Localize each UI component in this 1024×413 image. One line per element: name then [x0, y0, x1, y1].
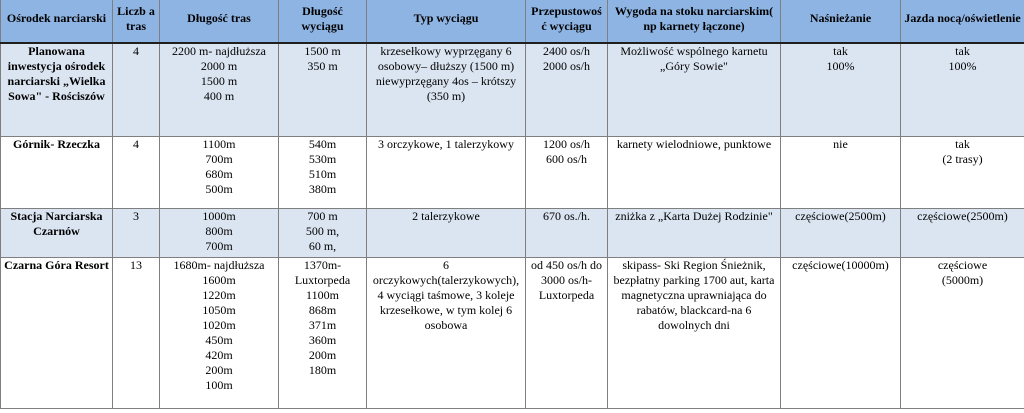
route-length: 1680m- najdłuższa	[173, 258, 265, 272]
route-length: 700m	[205, 152, 233, 166]
table-row	[1, 43, 1024, 137]
lift-length: 540m	[308, 137, 337, 151]
lift-length: 371m	[308, 318, 337, 332]
route-lengths-cell	[160, 258, 279, 409]
comfort-cell: skipass- Ski Region Śnieżnik, bezpłatny parking 1700 aut, karta magnetyczna uprawniająca do rabatów, blackcard-na 6 dowolnych dni	[608, 258, 781, 409]
snowmaking-value: częściowe(2500m)	[795, 209, 886, 223]
snowmaking-cell	[781, 43, 901, 137]
night-skiing-cell	[901, 209, 1024, 258]
capacity-value: od 450 os/h do 3000 os/h- Luxtorpeda	[530, 258, 602, 302]
route-length: 200m	[205, 363, 233, 377]
route-length: 420m	[205, 348, 233, 362]
capacity-cell	[526, 137, 608, 209]
lift-length: 868m	[308, 303, 337, 317]
night-skiing-value: tak	[955, 137, 970, 151]
table-row	[1, 258, 1024, 409]
lift-length: 1500 m	[304, 44, 341, 58]
lift-length: 510m	[308, 167, 337, 181]
capacity-cell	[526, 43, 608, 137]
night-skiing-cell	[901, 43, 1024, 137]
lift-type-cell: 2 talerzykowe	[367, 209, 526, 258]
night-skiing-value: częściowe	[937, 258, 988, 272]
table-row	[1, 137, 1024, 209]
lift-length: 180m	[308, 363, 337, 377]
capacity-value: 2400 os/h	[542, 44, 590, 58]
resort-name-cell: Czarna Góra Resort	[1, 258, 113, 409]
route-length: 1600m	[202, 273, 236, 287]
lift-type-cell: 3 orczykowe, 1 talerzykowy	[367, 137, 526, 209]
route-length: 1050m	[202, 303, 236, 317]
route-length: 1500 m	[200, 74, 238, 88]
lift-lengths-cell	[279, 137, 367, 209]
lift-length: 1370m- Luxtorpeda	[294, 258, 351, 287]
route-length: 1100m	[202, 137, 236, 151]
capacity-value: 670 os./h.	[542, 209, 590, 223]
snowmaking-cell	[781, 137, 901, 209]
night-skiing-value: (5000m)	[941, 273, 984, 287]
comfort-cell: karnety wielodniowe, punktowe	[608, 137, 781, 209]
header-cell-route-count: Liczb a tras	[113, 0, 160, 43]
route-count-cell: 3	[113, 209, 160, 258]
header-cell-lift-length: Długość wyciągu	[279, 0, 367, 43]
route-count-cell: 13	[113, 258, 160, 409]
night-skiing-value: 100%	[948, 59, 977, 73]
route-lengths-cell	[160, 137, 279, 209]
route-length: 680m	[205, 167, 233, 181]
resort-name-cell: Planowana inwestycja ośrodek narciarski „Wielka Sowa" - Rościszów	[1, 43, 113, 137]
lift-length: 360m	[308, 333, 337, 347]
route-length: 100m	[205, 378, 233, 392]
route-length: 1220m	[202, 288, 236, 302]
snowmaking-cell	[781, 258, 901, 409]
route-length: 2000 m	[200, 59, 238, 73]
snowmaking-value: częściowe(10000m)	[792, 258, 889, 272]
lift-length: 60 m,	[308, 239, 337, 253]
header-cell-route-length: Długość tras	[160, 0, 279, 43]
night-skiing-value: tak	[955, 44, 970, 58]
route-lengths-cell	[160, 209, 279, 258]
lift-lengths-cell	[279, 43, 367, 137]
lift-type-cell: 6 orczykowych(talerzykowych), 4 wyciągi taśmowe, 3 koleje krzesełkowe, w tym kolej 6 osobowa	[367, 258, 526, 409]
snowmaking-value: nie	[833, 137, 848, 151]
lift-lengths-cell	[279, 258, 367, 409]
header-cell-comfort: Wygoda na stoku narciarskim( np karnety łączone)	[608, 0, 781, 43]
comfort-cell: zniżka z „Karta Dużej Rodzinie"	[608, 209, 781, 258]
night-skiing-value: (2 trasy)	[942, 152, 983, 166]
route-length: 500m	[205, 182, 233, 196]
table-row	[1, 209, 1024, 258]
route-length: 700m	[205, 239, 233, 253]
snowmaking-cell	[781, 209, 901, 258]
lift-lengths-cell	[279, 209, 367, 258]
snowmaking-value: tak	[833, 44, 848, 58]
capacity-value: 2000 os/h	[542, 59, 590, 73]
route-length: 450m	[205, 333, 233, 347]
route-count-cell: 4	[113, 43, 160, 137]
header-cell-resort: Ośrodek narciarski	[1, 0, 113, 43]
night-skiing-cell	[901, 258, 1024, 409]
lift-length: 380m	[308, 182, 337, 196]
lift-length: 1100m	[306, 288, 339, 302]
header-cell-lift-type: Typ wyciągu	[367, 0, 526, 43]
night-skiing-cell	[901, 137, 1024, 209]
night-skiing-value: częściowe(2500m)	[917, 209, 1008, 223]
lift-length: 350 m	[307, 59, 338, 73]
lift-length: 530m	[308, 152, 337, 166]
capacity-cell	[526, 258, 608, 409]
comfort-cell: Możliwość wspólnego karnetu „Góry Sowie"	[608, 43, 781, 137]
lift-type-cell: krzesełkowy wyprzęgany 6 osobowy– dłuższy (1500 m) niewyprzęgany 4os – krótszy (350 m)	[367, 43, 526, 137]
header-cell-night-skiing: Jazda nocą/oświetlenie	[901, 0, 1024, 43]
route-length: 1000m	[202, 209, 236, 223]
route-lengths-cell	[160, 43, 279, 137]
header-row	[1, 0, 1024, 43]
lift-length: 500 m,	[305, 224, 340, 238]
header-cell-capacity: Przepustowoś ć wyciągu	[526, 0, 608, 43]
route-length: 1020m	[202, 318, 236, 332]
capacity-value: 600 os/h	[545, 152, 587, 166]
resort-name-cell: Stacja Narciarska Czarnów	[1, 209, 113, 258]
capacity-value: 1200 os/h	[542, 137, 590, 151]
route-count-cell: 4	[113, 137, 160, 209]
route-length: 2200 m- najdłuższa	[172, 44, 266, 58]
resort-name-cell: Górnik- Rzeczka	[1, 137, 113, 209]
capacity-cell	[526, 209, 608, 258]
header-cell-snowmaking: Naśnieżanie	[781, 0, 901, 43]
snowmaking-value: 100%	[826, 59, 855, 73]
route-length: 400 m	[203, 89, 235, 103]
lift-length: 200m	[308, 348, 337, 362]
route-length: 800m	[205, 224, 233, 238]
lift-length: 700 m	[307, 209, 338, 223]
